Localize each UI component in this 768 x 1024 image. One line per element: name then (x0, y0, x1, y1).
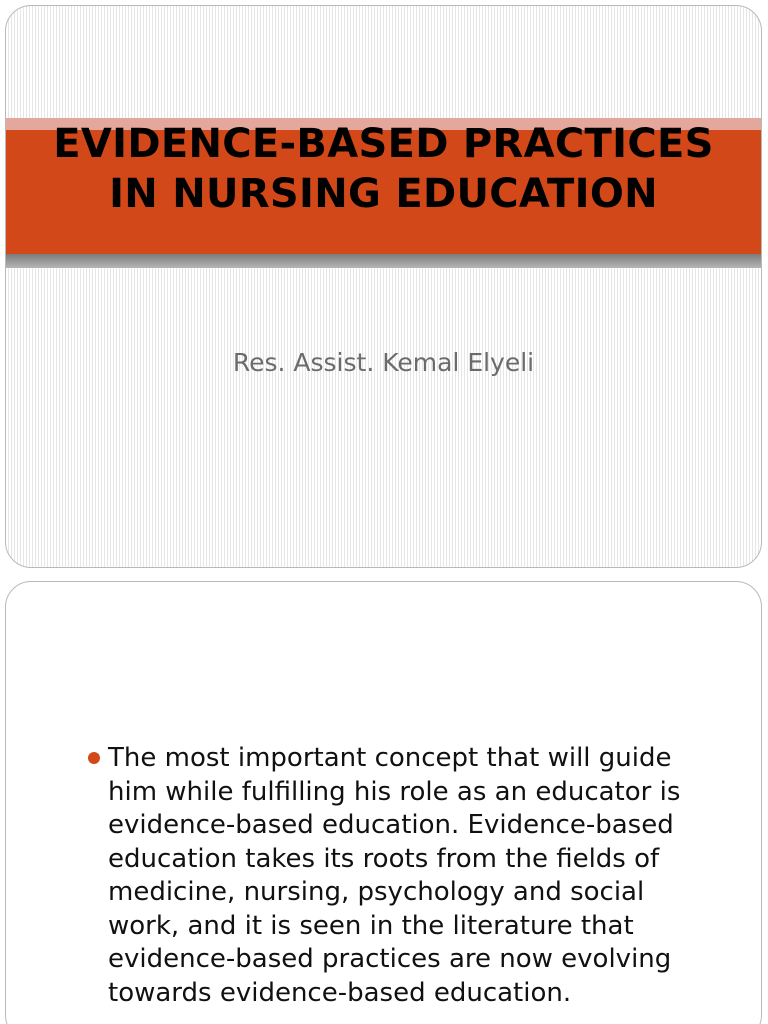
slide-title: EVIDENCE-BASED PRACTICES IN NURSING EDUCATION (53, 121, 714, 217)
bullet-dot-icon (88, 752, 100, 764)
title-band-shadow (6, 254, 761, 268)
content-slide (5, 581, 762, 1024)
bullet-item (88, 742, 723, 1010)
slide-subtitle: Res. Assist. Kemal Elyeli (232, 348, 535, 377)
bullet-text: The most important concept that will guide him while fulfilling his role as an educator is evidence-based education. Evidence-based education takes its roots from the fields of medicine, nursing, psychology and social work, and it is seen in the literature that evidence-based practices are now evolving towards evidence-based education. (108, 743, 681, 1008)
title-slide (5, 5, 762, 568)
bullet-list (88, 742, 723, 1010)
